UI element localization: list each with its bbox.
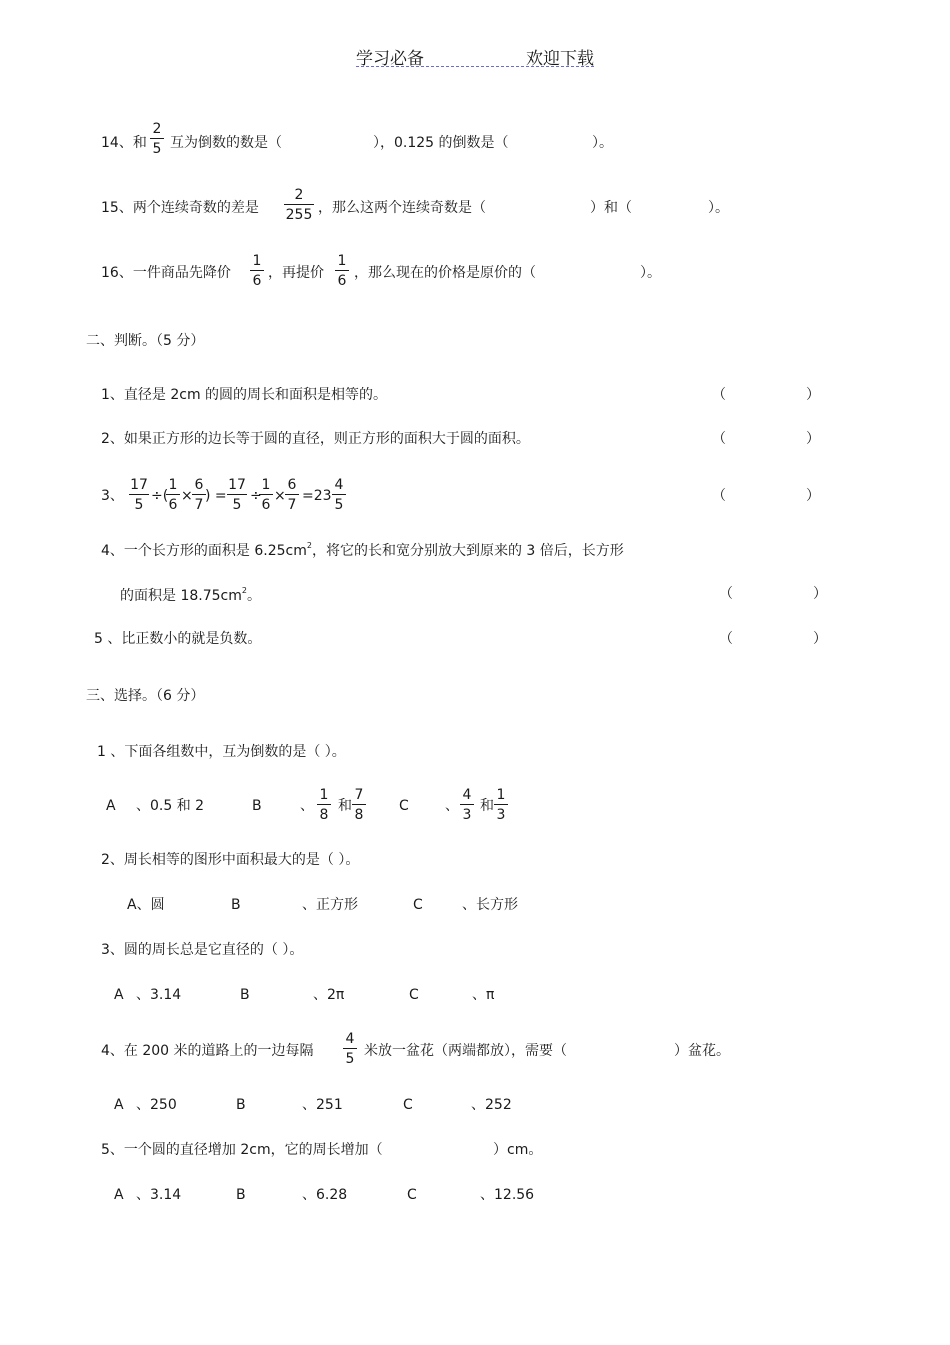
choice-q5-opt-b-letter: B [236, 1187, 246, 1203]
choice-q1: 1 、下面各组数中，互为倒数的是（ ）。 [97, 744, 346, 760]
q16-fraction-1: 1 6 [250, 254, 264, 288]
choice-q4-opt-a-letter: A [114, 1097, 124, 1113]
choice-q1-opt-c-frac-2: 1 3 [494, 788, 508, 822]
choice-q3-opt-c-letter: C [409, 987, 419, 1003]
judge-q3-frac-1: 17 5 [130, 477, 148, 513]
q16-text-e: ）。 [640, 265, 661, 281]
choice-q3-opt-c-text: 、π [472, 987, 495, 1003]
choice-q4-opt-c-letter: C [403, 1097, 413, 1113]
section-judge-heading: 二、判断。（5 分） [86, 333, 205, 349]
judge-q4-paren-close: ） [813, 586, 827, 602]
judge-q3-frac-5: 1 6 [259, 478, 273, 512]
judge-q3-paren-close: ） [806, 488, 820, 504]
judge-q3-op-5: × [274, 488, 286, 504]
choice-q1-opt-c-and: 和 [480, 798, 494, 814]
choice-q1-opt-b-frac-1: 1 8 [317, 788, 331, 822]
judge-q5-paren-open: （ [719, 631, 733, 647]
choice-q1-opt-a-letter: A [106, 798, 116, 814]
judge-q2-paren-open: （ [712, 431, 726, 447]
choice-q3-opt-b-text: 、2π [313, 987, 345, 1003]
q14-text-b: 互为倒数的数是（ [170, 135, 282, 151]
choice-q1-opt-a-text: 、0.5 和 2 [136, 798, 205, 814]
choice-q4-opt-b-text: 、251 [302, 1097, 343, 1113]
judge-q2-paren-close: ） [806, 431, 820, 447]
judge-q1-paren-open: （ [712, 387, 726, 403]
judge-q3-frac-2: 1 6 [166, 478, 180, 512]
q15-prefix: 15、两个连续奇数的差是 [101, 200, 259, 216]
judge-q3-op-4: ÷ [250, 488, 262, 504]
q15-text-c: ）和（ [590, 200, 632, 216]
choice-q4-opt-b-letter: B [236, 1097, 246, 1113]
judge-q3-op-3: ) = [205, 488, 227, 504]
q16-fraction-2: 1 6 [335, 254, 349, 288]
choice-q5-opt-a-text: 、3.14 [136, 1187, 182, 1203]
q16-text-c: ，那么现在的价格是原价的（ [354, 265, 536, 281]
choice-q5-opt-c-letter: C [407, 1187, 417, 1203]
choice-q3-opt-a-letter: A [114, 987, 124, 1003]
judge-q5-paren-close: ） [813, 631, 827, 647]
judge-q2: 2、如果正方形的边长等于圆的直径，则正方形的面积大于圆的面积。 [101, 431, 530, 447]
choice-q5-opt-b-text: 、6.28 [302, 1187, 348, 1203]
q14-text-e: ）。 [592, 135, 613, 151]
choice-q4-opt-a-text: 、250 [136, 1097, 177, 1113]
q16-prefix: 16、一件商品先降价 [101, 265, 231, 281]
judge-q4-paren-open: （ [719, 586, 733, 602]
judge-q3-op-1: ÷( [151, 488, 169, 504]
judge-q4-line-1: 4、一个长方形的面积是 $6.25cm^2$，将它的长和宽分别放大到原来的 3 倍后，长方形 [101, 541, 624, 559]
choice-q1-opt-c-letter: C [399, 798, 409, 814]
choice-q2-opt-c-text: 、长方形 [462, 897, 518, 913]
q15-text-b: ，那么这两个连续奇数是（ [318, 200, 486, 216]
choice-q1-opt-b-and: 和 [338, 798, 352, 814]
judge-q3-op-6: =23 [302, 488, 332, 504]
judge-q3-op-2: × [181, 488, 193, 504]
judge-q3-frac-4: 17 5 [228, 477, 246, 513]
page-header [356, 44, 594, 67]
choice-q5-opt-c-text: 、12.56 [480, 1187, 535, 1203]
choice-q1-opt-b-sep: 、 [300, 798, 314, 814]
choice-q1-opt-c-frac-1: 4 3 [460, 788, 474, 822]
choice-q2-opt-c-letter: C [413, 897, 423, 913]
judge-q3-frac-6: 6 7 [285, 478, 299, 512]
choice-q4-opt-c-text: 、252 [471, 1097, 512, 1113]
choice-q3-opt-a-text: 、3.14 [136, 987, 182, 1003]
q14-fraction: 2 5 [150, 122, 164, 156]
choice-q4-prefix: 4、在 200 米的道路上的一边每隔 [101, 1043, 314, 1059]
choice-q3: 3、圆的周长总是它直径的（ ）。 [101, 942, 304, 958]
choice-q1-opt-c-sep: 、 [445, 798, 459, 814]
judge-q1: 1、直径是 2cm 的圆的周长和面积是相等的。 [101, 387, 388, 403]
choice-q4-fraction: 4 5 [343, 1032, 357, 1066]
choice-q3-opt-b-letter: B [240, 987, 250, 1003]
q15-text-e: ）。 [708, 200, 729, 216]
header-left: 学习必备 [356, 49, 424, 69]
choice-q2-opt-b-letter: B [231, 897, 241, 913]
judge-q3-label: 3、 [101, 488, 124, 504]
section-choice-heading: 三、选择。（6 分） [86, 688, 205, 704]
choice-q2-opt-b-text: 、正方形 [302, 897, 358, 913]
judge-q5: 5 、比正数小的就是负数。 [94, 631, 262, 647]
judge-q3-frac-3: 6 7 [192, 478, 206, 512]
judge-q4-line-2: 的面积是 $18.75cm^2$。 [120, 586, 261, 604]
choice-q5-text-a: 5、一个圆的直径增加 2cm，它的周长增加（ [101, 1142, 383, 1158]
choice-q1-opt-b-frac-2: 7 8 [352, 788, 366, 822]
q14-text-c: ），0.125 的倒数是（ [373, 135, 509, 151]
choice-q5-text-b: ）cm。 [493, 1142, 543, 1158]
choice-q4-text-c: ）盆花。 [674, 1043, 730, 1059]
choice-q2: 2、周长相等的图形中面积最大的是（ ）。 [101, 852, 360, 868]
choice-q4-text-b: 米放一盆花（两端都放），需要（ [364, 1043, 567, 1059]
choice-q1-opt-b-letter: B [252, 798, 262, 814]
q16-text-b: ，再提价 [268, 265, 324, 281]
judge-q3-paren-open: （ [712, 488, 726, 504]
q15-fraction: 2 255 [285, 187, 313, 223]
choice-q2-opt-a: A、圆 [127, 897, 165, 913]
judge-q1-paren-close: ） [806, 387, 820, 403]
judge-q3-frac-7: 4 5 [332, 478, 346, 512]
header-right: 欢迎下载 [526, 49, 594, 69]
choice-q5-opt-a-letter: A [114, 1187, 124, 1203]
q14-prefix: 14、和 [101, 135, 147, 151]
